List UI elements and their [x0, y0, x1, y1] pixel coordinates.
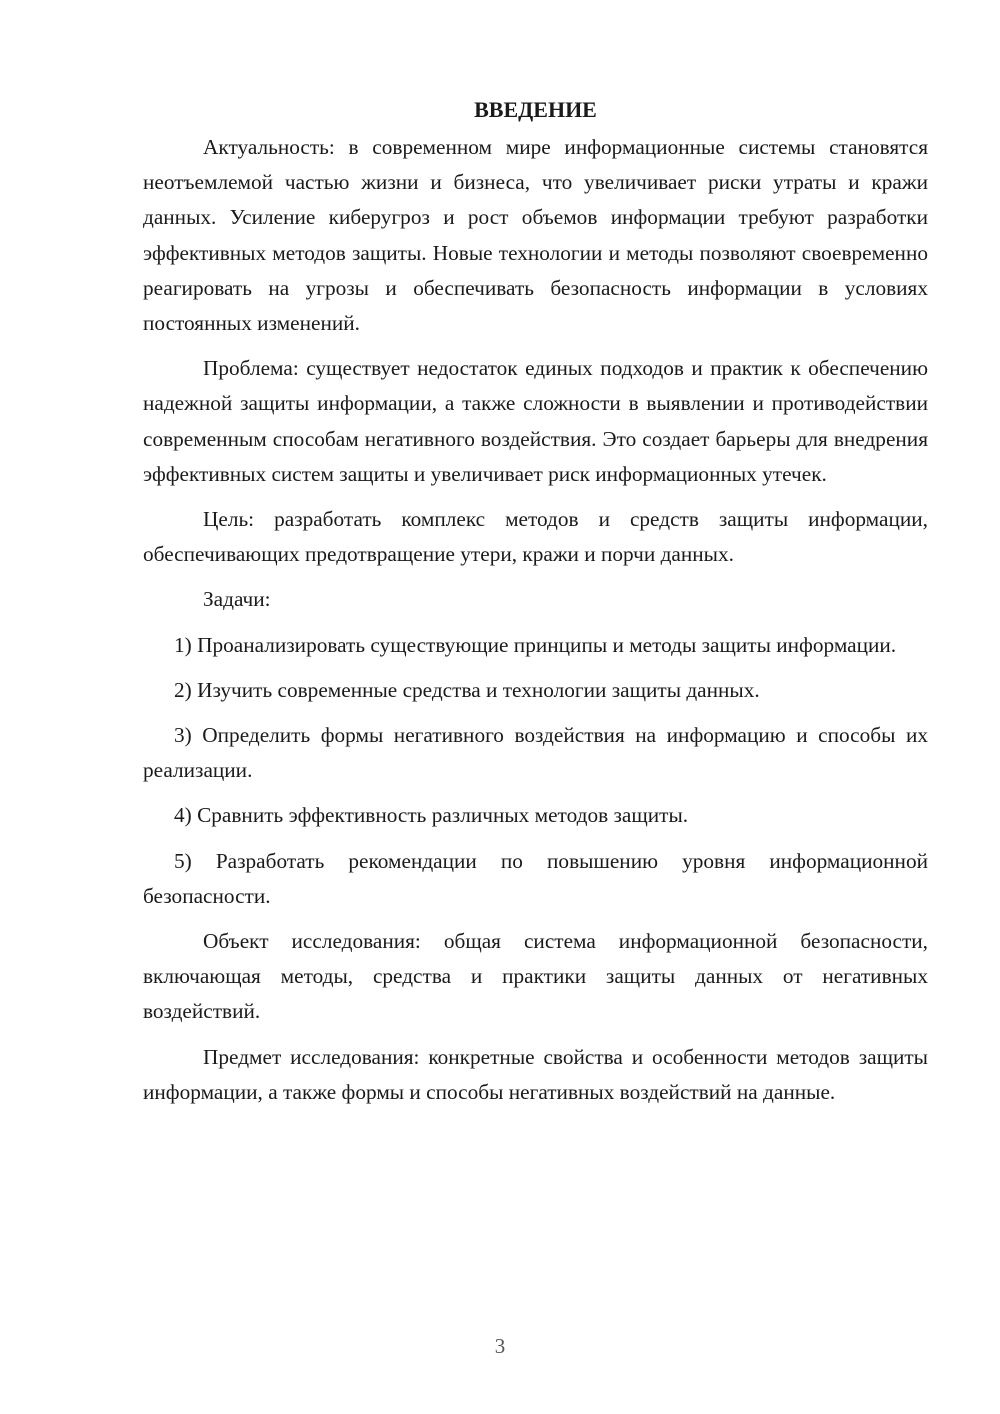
paragraph-goal: Цель: разработать комплекс методов и средств защиты информации, обеспечивающих предотвращение утери, кражи и порчи данных.	[143, 507, 928, 567]
section-title: ВВЕДЕНИЕ	[474, 97, 597, 122]
task-item-3: 3) Определить формы негативного воздействия на информацию и способы их реализации.	[143, 723, 928, 783]
page-number: 3	[494, 1334, 506, 1358]
task-item-2: 2) Изучить современные средства и технологии защиты данных.	[174, 677, 760, 702]
paragraph-relevance: Актуальность: в современном мире информационные системы становятся неотъемлемой частью жизни и бизнеса, что увеличивает риски утраты и кражи данных. Усиление киберугроз и рост объемов информации требуют разработки эффективных методов защиты. Новые технологии и методы позволяют своевременно реагировать на угрозы и обеспечивать безопасность информации в условиях постоянных изменений.	[143, 135, 928, 336]
paragraph-subject: Предмет исследования: конкретные свойства и особенности методов защиты информации, а также формы и способы негативных воздействий на данные.	[143, 1044, 928, 1104]
paragraph-problem: Проблема: существует недостаток единых подходов и практик к обеспечению надежной защиты информации, а также сложности в выявлении и противодействии современным способам негативного воздействия. Это создает барьеры для внедрения эффективных систем защиты и увеличивает риск информационных утечек.	[143, 356, 928, 486]
tasks-heading: Задачи:	[203, 587, 271, 612]
task-item-5: 5) Разработать рекомендации по повышению уровня информационной безопасности.	[143, 848, 928, 908]
task-item-1: 1) Проанализировать существующие принципы и методы защиты информации.	[174, 632, 897, 657]
document-page	[143, 92, 928, 1110]
task-item-4: 4) Сравнить эффективность различных методов защиты.	[174, 803, 689, 828]
paragraph-object: Объект исследования: общая система информационной безопасности, включающая методы, средства и практики защиты данных от негативных воздействий.	[143, 929, 928, 1024]
